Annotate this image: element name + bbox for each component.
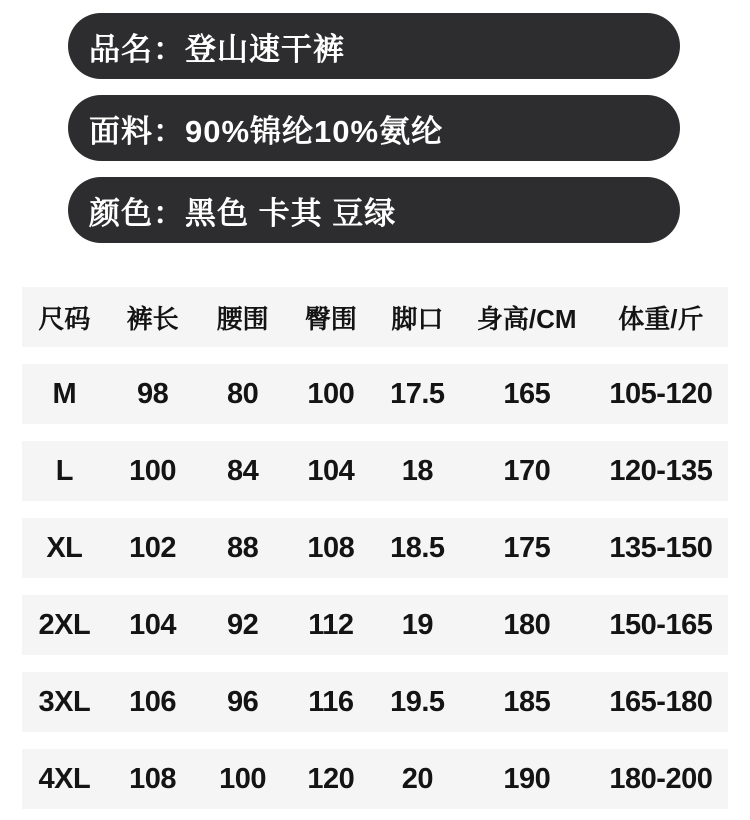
cell-height: 185 bbox=[503, 685, 551, 718]
cell-hip: 104 bbox=[307, 454, 355, 487]
header-leg-opening: 脚口 bbox=[391, 303, 444, 334]
cell-hip: 116 bbox=[308, 685, 354, 718]
cell-size: 3XL bbox=[38, 685, 91, 718]
cell-leg-opening: 18.5 bbox=[390, 531, 445, 564]
cell-waist: 84 bbox=[226, 454, 259, 487]
cell-pant-length: 106 bbox=[129, 685, 177, 718]
cell-hip: 112 bbox=[308, 608, 354, 641]
fabric-banner bbox=[68, 95, 680, 161]
cell-waist: 96 bbox=[226, 685, 259, 718]
cell-weight: 135-150 bbox=[609, 531, 713, 564]
cell-waist: 100 bbox=[219, 762, 267, 795]
cell-weight: 165-180 bbox=[609, 685, 713, 718]
size-table-row-4xl bbox=[22, 749, 728, 809]
cell-height: 170 bbox=[503, 454, 551, 487]
product-name-text: 品名：登山速干裤 bbox=[89, 31, 345, 67]
cell-height: 175 bbox=[503, 531, 551, 564]
cell-size: L bbox=[55, 454, 73, 487]
cell-waist: 92 bbox=[226, 608, 259, 641]
cell-weight: 120-135 bbox=[609, 454, 713, 487]
cell-pant-length: 102 bbox=[129, 531, 177, 564]
size-table-header-row bbox=[22, 287, 728, 347]
cell-leg-opening: 19.5 bbox=[390, 685, 445, 718]
cell-height: 190 bbox=[503, 762, 551, 795]
size-table-row-xl bbox=[22, 518, 728, 578]
cell-leg-opening: 20 bbox=[401, 762, 433, 795]
header-size: 尺码 bbox=[38, 303, 91, 334]
size-table-row-l bbox=[22, 441, 728, 501]
header-waist: 腰围 bbox=[216, 303, 269, 334]
cell-pant-length: 104 bbox=[129, 608, 177, 641]
cell-leg-opening: 18 bbox=[401, 454, 433, 487]
cell-waist: 88 bbox=[226, 531, 259, 564]
cell-height: 180 bbox=[503, 608, 551, 641]
cell-pant-length: 100 bbox=[129, 454, 177, 487]
size-table-row-m bbox=[22, 364, 728, 424]
cell-weight: 105-120 bbox=[609, 377, 713, 410]
header-pant-length: 裤长 bbox=[126, 303, 179, 334]
fabric-text: 面料：90%锦纶10%氨纶 bbox=[89, 113, 444, 149]
cell-height: 165 bbox=[503, 377, 551, 410]
header-hip: 臀围 bbox=[304, 303, 357, 334]
cell-size: M bbox=[52, 377, 77, 410]
cell-pant-length: 98 bbox=[136, 377, 169, 410]
size-table-row-3xl bbox=[22, 672, 728, 732]
cell-waist: 80 bbox=[226, 377, 259, 410]
cell-size: XL bbox=[46, 531, 83, 564]
color-banner bbox=[68, 177, 680, 243]
cell-leg-opening: 19 bbox=[401, 608, 433, 641]
cell-weight: 150-165 bbox=[609, 608, 713, 641]
cell-weight: 180-200 bbox=[609, 762, 713, 795]
info-banners bbox=[0, 0, 750, 243]
cell-size: 4XL bbox=[38, 762, 91, 795]
size-table-row-2xl bbox=[22, 595, 728, 655]
cell-hip: 100 bbox=[307, 377, 355, 410]
cell-hip: 108 bbox=[307, 531, 355, 564]
cell-pant-length: 108 bbox=[129, 762, 177, 795]
color-text: 颜色：黑色 卡其 豆绿 bbox=[89, 195, 397, 231]
cell-leg-opening: 17.5 bbox=[390, 377, 445, 410]
header-weight-jin: 体重/斤 bbox=[618, 303, 704, 334]
size-table bbox=[22, 287, 728, 809]
cell-hip: 120 bbox=[307, 762, 355, 795]
product-name-banner bbox=[68, 13, 680, 79]
cell-size: 2XL bbox=[38, 608, 91, 641]
header-height-cm: 身高/CM bbox=[476, 303, 577, 334]
